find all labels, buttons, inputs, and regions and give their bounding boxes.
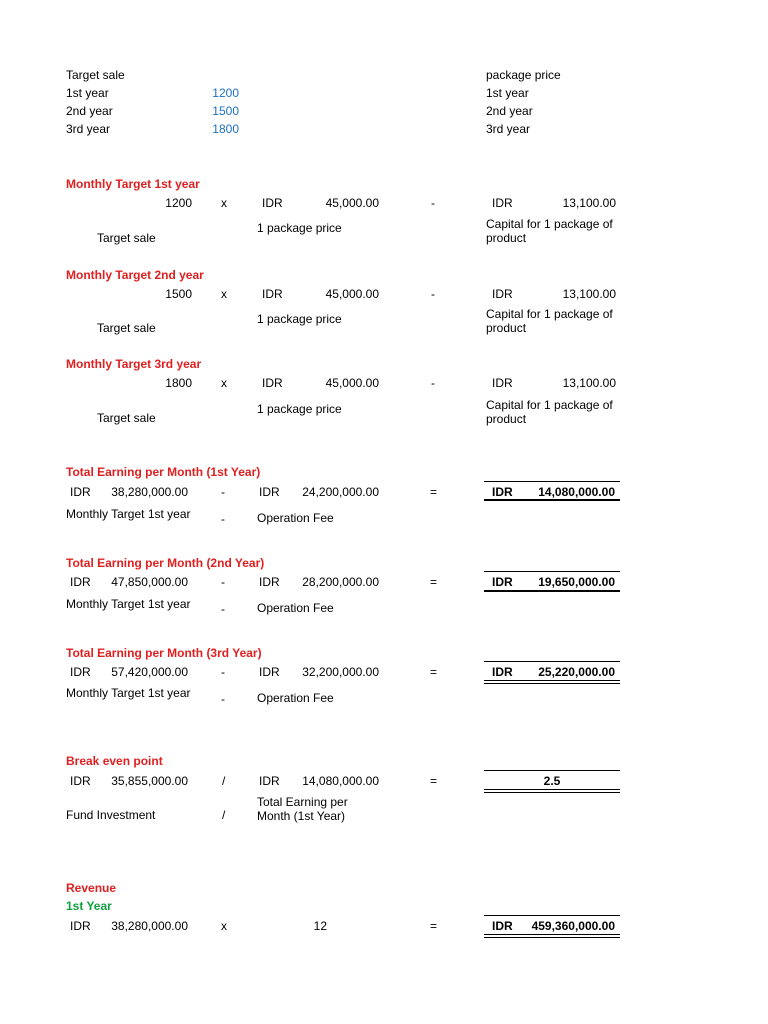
- total-earning-cur2-1: IDR: [259, 485, 280, 499]
- break-even-label-earning: Total Earning per Month (1st Year): [257, 795, 348, 823]
- total-earning-label-op-1: -: [221, 512, 225, 526]
- monthly-target-op2-1: -: [431, 196, 435, 210]
- total-earning-title-2: Total Earning per Month (2nd Year): [66, 556, 265, 570]
- target-sale-label-2: 2nd year: [66, 104, 113, 118]
- total-earning-bottom-border-2: [484, 590, 620, 592]
- monthly-target-op1-1: x: [221, 196, 227, 210]
- break-even-result: 2.5: [543, 774, 561, 788]
- total-earning-top-border-3: [484, 661, 620, 662]
- monthly-target-price-3: 45,000.00: [325, 376, 379, 390]
- total-earning-label-op-3: -: [221, 692, 225, 706]
- package-price-title: package price: [486, 68, 561, 82]
- monthly-target-title-1: Monthly Target 1st year: [66, 177, 200, 191]
- monthly-target-label-capital-3: Capital for 1 package of product: [486, 398, 613, 426]
- monthly-target-label-price-3: 1 package price: [257, 402, 342, 416]
- monthly-target-price-2: 45,000.00: [325, 287, 379, 301]
- total-earning-monthly-3: 57,420,000.00: [111, 665, 188, 679]
- total-earning-op-2: -: [221, 575, 225, 589]
- break-even-investment: 35,855,000.00: [111, 774, 188, 788]
- total-earning-label-monthly-2: Monthly Target 1st year: [66, 597, 191, 611]
- revenue-op: x: [221, 919, 227, 933]
- monthly-target-capital-3: 13,100.00: [562, 376, 616, 390]
- monthly-target-label-capital-1: Capital for 1 package of product: [486, 217, 613, 245]
- total-earning-cur3-1: IDR: [492, 485, 513, 499]
- revenue-cur1: IDR: [70, 919, 91, 933]
- total-earning-eq-3: =: [430, 665, 438, 679]
- total-earning-label-fee-3: Operation Fee: [257, 691, 334, 705]
- total-earning-cur2-3: IDR: [259, 665, 280, 679]
- monthly-target-label-target-3: Target sale: [97, 411, 156, 425]
- total-earning-bottom-border-3: [484, 680, 620, 684]
- total-earning-fee-2: 28,200,000.00: [302, 575, 379, 589]
- monthly-target-label-capital-2: Capital for 1 package of product: [486, 307, 613, 335]
- break-even-label-investment: Fund Investment: [66, 808, 156, 822]
- revenue-months: 12: [313, 919, 327, 933]
- total-earning-cur3-3: IDR: [492, 665, 513, 679]
- break-even-earning: 14,080,000.00: [302, 774, 379, 788]
- total-earning-label-monthly-1: Monthly Target 1st year: [66, 507, 191, 521]
- monthly-target-cur1-1: IDR: [262, 196, 283, 210]
- revenue-subtitle: 1st Year: [66, 899, 112, 913]
- total-earning-fee-1: 24,200,000.00: [302, 485, 379, 499]
- monthly-target-qty-1: 1200: [165, 196, 192, 210]
- monthly-target-cur2-2: IDR: [492, 287, 513, 301]
- monthly-target-op1-3: x: [221, 376, 227, 390]
- break-even-label-op: /: [222, 808, 226, 822]
- revenue-title: Revenue: [66, 881, 117, 895]
- total-earning-top-border-2: [484, 571, 620, 572]
- monthly-target-capital-2: 13,100.00: [562, 287, 616, 301]
- total-earning-result-2: 19,650,000.00: [538, 575, 615, 589]
- total-earning-title-1: Total Earning per Month (1st Year): [66, 465, 261, 479]
- package-price-label-1: 1st year: [486, 86, 529, 100]
- total-earning-fee-3: 32,200,000.00: [302, 665, 379, 679]
- total-earning-label-fee-1: Operation Fee: [257, 511, 334, 525]
- total-earning-label-fee-2: Operation Fee: [257, 601, 334, 615]
- total-earning-op-3: -: [221, 665, 225, 679]
- monthly-target-price-1: 45,000.00: [325, 196, 379, 210]
- total-earning-op-1: -: [221, 485, 225, 499]
- total-earning-cur1-3: IDR: [70, 665, 91, 679]
- package-price-label-3: 3rd year: [486, 122, 531, 136]
- total-earning-cur1-2: IDR: [70, 575, 91, 589]
- monthly-target-op2-2: -: [431, 287, 435, 301]
- total-earning-title-3: Total Earning per Month (3rd Year): [66, 646, 262, 660]
- revenue-cur2: IDR: [492, 919, 513, 933]
- target-sale-value-2: 1500: [212, 104, 239, 118]
- total-earning-cur3-2: IDR: [492, 575, 513, 589]
- break-even-bottom-border: [484, 789, 620, 793]
- target-sale-label-3: 3rd year: [66, 122, 111, 136]
- target-sale-value-1: 1200: [212, 86, 239, 100]
- monthly-target-op1-2: x: [221, 287, 227, 301]
- monthly-target-qty-2: 1500: [165, 287, 192, 301]
- break-even-cur2: IDR: [259, 774, 280, 788]
- monthly-target-title-3: Monthly Target 3rd year: [66, 357, 202, 371]
- package-price-label-2: 2nd year: [486, 104, 533, 118]
- break-even-op: /: [222, 774, 226, 788]
- total-earning-result-1: 14,080,000.00: [538, 485, 615, 499]
- total-earning-cur2-2: IDR: [259, 575, 280, 589]
- monthly-target-op2-3: -: [431, 376, 435, 390]
- revenue-monthly: 38,280,000.00: [111, 919, 188, 933]
- break-even-title: Break even point: [66, 754, 163, 768]
- monthly-target-label-price-2: 1 package price: [257, 312, 342, 326]
- total-earning-monthly-2: 47,850,000.00: [111, 575, 188, 589]
- break-even-cur1: IDR: [70, 774, 91, 788]
- revenue-top-border: [484, 915, 620, 916]
- total-earning-label-op-2: -: [221, 602, 225, 616]
- break-even-eq: =: [430, 774, 438, 788]
- revenue-bottom-border: [484, 934, 620, 938]
- monthly-target-cur2-3: IDR: [492, 376, 513, 390]
- target-sale-label-1: 1st year: [66, 86, 109, 100]
- target-sale-value-3: 1800: [212, 122, 239, 136]
- monthly-target-cur1-2: IDR: [262, 287, 283, 301]
- total-earning-result-3: 25,220,000.00: [538, 665, 615, 679]
- revenue-eq: =: [430, 919, 438, 933]
- total-earning-cur1-1: IDR: [70, 485, 91, 499]
- monthly-target-label-target-2: Target sale: [97, 321, 156, 335]
- monthly-target-cur2-1: IDR: [492, 196, 513, 210]
- total-earning-eq-1: =: [430, 485, 438, 499]
- total-earning-label-monthly-3: Monthly Target 1st year: [66, 686, 191, 700]
- break-even-top-border: [484, 770, 620, 771]
- total-earning-top-border-1: [484, 481, 620, 482]
- monthly-target-label-target-1: Target sale: [97, 231, 156, 245]
- total-earning-monthly-1: 38,280,000.00: [111, 485, 188, 499]
- monthly-target-cur1-3: IDR: [262, 376, 283, 390]
- total-earning-bottom-border-1: [484, 499, 620, 501]
- revenue-result: 459,360,000.00: [531, 919, 615, 933]
- monthly-target-label-price-1: 1 package price: [257, 221, 342, 235]
- total-earning-eq-2: =: [430, 575, 438, 589]
- monthly-target-title-2: Monthly Target 2nd year: [66, 268, 204, 282]
- monthly-target-capital-1: 13,100.00: [562, 196, 616, 210]
- monthly-target-qty-3: 1800: [165, 376, 192, 390]
- target-sale-title: Target sale: [66, 68, 125, 82]
